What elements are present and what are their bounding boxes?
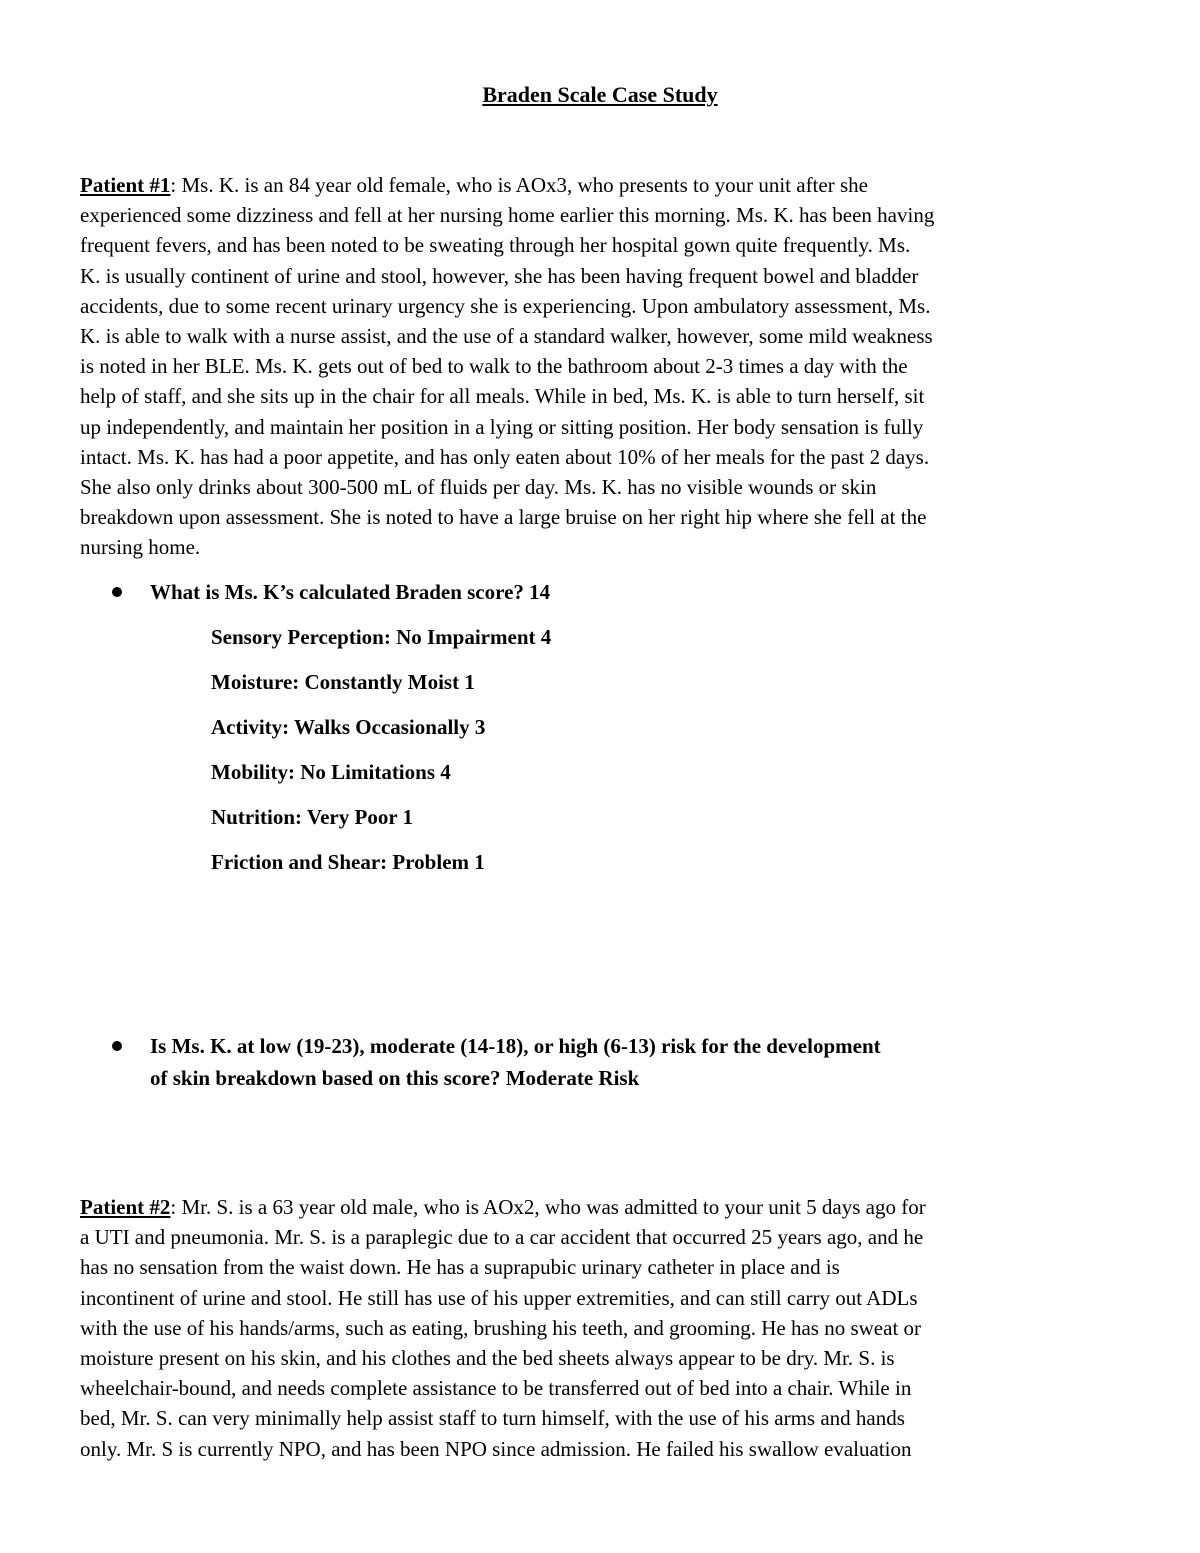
subscore-mobility: Mobility: No Limitations 4: [211, 760, 451, 784]
patient2-first-line: [80, 1192, 1125, 1222]
patient1-line: accidents, due to some recent urinary urgency she is experiencing. Upon ambulatory assessment, Ms.: [80, 293, 931, 318]
subscore-nutrition: Nutrition: Very Poor 1: [211, 805, 414, 829]
subscore-activity: Activity: Walks Occasionally 3: [211, 715, 486, 739]
patient2-line: : Mr. S. is a 63 year old male, who is AOx2, who was admitted to your unit 5 days ago for: [170, 1195, 926, 1219]
question2-bullet: [112, 1030, 1112, 1094]
patient2-line: only. Mr. S is currently NPO, and has been NPO since admission. He failed his swallow evaluation: [80, 1436, 912, 1461]
patient2-line: bed, Mr. S. can very minimally help assist staff to turn himself, with the use of his arms and hands: [80, 1406, 905, 1431]
patient2-line: wheelchair-bound, and needs complete assistance to be transferred out of bed into a chair. While in: [80, 1376, 912, 1401]
patient1-line: She also only drinks about 300-500 mL of fluids per day. Ms. K. has no visible wounds or skin: [80, 475, 877, 500]
patient2-line: a UTI and pneumonia. Mr. S. is a paraplegic due to a car accident that occurred 25 years ago, and he: [80, 1225, 924, 1250]
question2-line: of skin breakdown based on this score? Moderate Risk: [150, 1066, 640, 1090]
patient1-line: help of staff, and she sits up in the chair for all meals. While in bed, Ms. K. is able to turn herself, sit: [80, 384, 925, 409]
patient1-label: Patient #1: [80, 173, 171, 197]
patient1-paragraph: [80, 170, 1125, 563]
question1-text: What is Ms. K’s calculated Braden score? 14: [150, 580, 551, 604]
question2-line: Is Ms. K. at low (19-23), moderate (14-18), or high (6-13) risk for the development: [150, 1034, 881, 1058]
subscore-moisture: Moisture: Constantly Moist 1: [211, 670, 475, 694]
patient2-line: with the use of his hands/arms, such as eating, brushing his teeth, and grooming. He has no sweat or: [80, 1315, 922, 1340]
bullet-dot-icon: [112, 1041, 122, 1051]
patient1-line: intact. Ms. K. has had a poor appetite, and has only eaten about 10% of her meals for the past 2 days.: [80, 444, 930, 469]
subscore-friction-shear: Friction and Shear: Problem 1: [211, 850, 485, 874]
patient2-line: moisture present on his skin, and his clothes and the bed sheets always appear to be dry. Mr. S. is: [80, 1346, 895, 1371]
patient1-line: K. is usually continent of urine and stool, however, she has been having frequent bowel and bladder: [80, 263, 919, 288]
patient1-line: frequent fevers, and has been noted to be sweating through her hospital gown quite frequently. Ms.: [80, 233, 911, 258]
bullet-dot-icon: [112, 587, 122, 597]
patient2-line: has no sensation from the waist down. He has a suprapubic urinary catheter in place and is: [80, 1255, 840, 1280]
patient1-line: nursing home.: [80, 535, 201, 560]
patient2-line: incontinent of urine and stool. He still has use of his upper extremities, and can still carry out ADLs: [80, 1285, 918, 1310]
patient1-line: up independently, and maintain her position in a lying or sitting position. Her body sensation is fully: [80, 414, 924, 439]
document-title: Braden Scale Case Study: [482, 82, 718, 107]
patient1-first-line: [80, 170, 1125, 200]
patient2-paragraph: [80, 1192, 1125, 1464]
patient1-line: is noted in her BLE. Ms. K. gets out of bed to walk to the bathroom about 2-3 times a day with the: [80, 354, 908, 379]
patient1-line: K. is able to walk with a nurse assist, and the use of a standard walker, however, some mild weakness: [80, 324, 933, 349]
patient1-line: breakdown upon assessment. She is noted to have a large bruise on her right hip where she fell at the: [80, 505, 927, 530]
patient2-label: Patient #2: [80, 1195, 171, 1219]
patient1-line: : Ms. K. is an 84 year old female, who is AOx3, who presents to your unit after she: [170, 173, 868, 197]
subscore-sensory: Sensory Perception: No Impairment 4: [211, 625, 552, 649]
patient1-line: experienced some dizziness and fell at her nursing home earlier this morning. Ms. K. has been having: [80, 203, 935, 228]
